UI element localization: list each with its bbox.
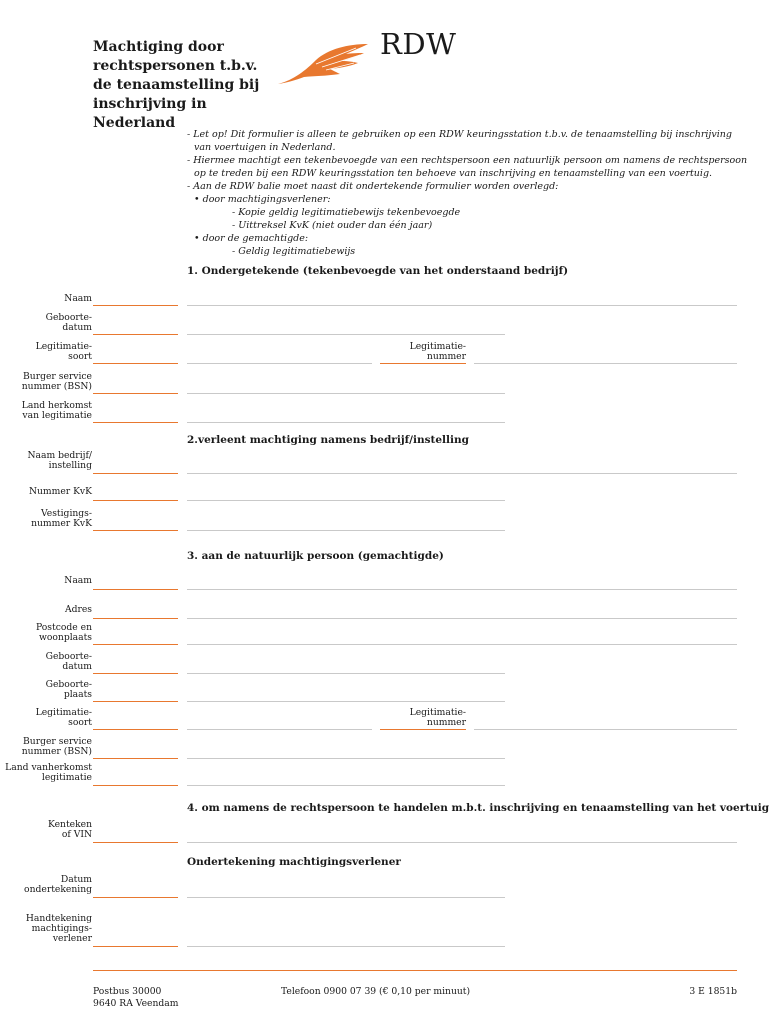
s3-adres-label-line (93, 618, 178, 619)
s1-bsn-field[interactable] (187, 393, 505, 394)
s1-naam-field[interactable] (187, 305, 737, 306)
sig-handtekening-label: Handtekening machtigings- verlener (25, 913, 92, 944)
s2-vestigings-field[interactable] (187, 530, 505, 531)
s3-postcode-field[interactable] (187, 644, 737, 645)
s3-geboortedatum-label: Geboorte- datum (45, 651, 92, 672)
s2-vestigings-label: Vestigings- nummer KvK (31, 508, 92, 529)
sig-datum-field[interactable] (187, 897, 505, 898)
s1-bsn-label-line (93, 393, 178, 394)
s3-geboorteplaats-field[interactable] (187, 701, 505, 702)
s1-geboortedatum-field[interactable] (187, 334, 505, 335)
s3-bsn-label-line (93, 758, 178, 759)
sig-datum-label: Datum ondertekening (24, 874, 92, 895)
s2-kvk-field[interactable] (187, 500, 505, 501)
s4-kenteken-field[interactable] (187, 842, 737, 843)
s3-postcode-label: Postcode en woonplaats (35, 622, 92, 643)
sig-datum-label-line (93, 897, 178, 898)
sig-handtekening-label-line (93, 946, 178, 947)
instructions: - Let op! Dit formulier is alleen te gebruiken op een RDW keuringsstation t.b.v. de tenaamstelling bij inschrijving van voertuigen in Nederland. - Hiermee machtigt een tekenbevoegde van een rechtspersoon een natuurlijk persoon om namens de rechtspersoon op te treden bij een RDW keuringsstation ten behoeve van inschrijving en tenaamstelling van een voertuig. - Aan de RDW balie moet naast dit ondertekende formulier worden overlegd: • door machtigingsverlener: - Kopie geldig legitimatiebewijs tekenbevoegde - Uittreksel KvK (niet ouder dan één jaar) • door de gemachtigde: - Geldig legitimatiebewijs (187, 129, 748, 257)
s3-adres-field[interactable] (187, 618, 737, 619)
s3-adres-label: Adres (64, 604, 92, 615)
s3-bsn-label: Burger service nummer (BSN) (21, 736, 92, 757)
s3-geboortedatum-label-line (93, 673, 178, 674)
s3-bsn-field[interactable] (187, 758, 505, 759)
section-3-heading: 3. aan de natuurlijk persoon (gemachtigde) (187, 550, 444, 562)
s3-legitimatienummer-label-line (380, 729, 466, 730)
s4-kenteken-label: Kenteken of VIN (47, 819, 92, 840)
s1-naam-label: Naam (64, 293, 92, 304)
s1-legitimatienummer-label-line (380, 363, 466, 364)
s3-postcode-label-line (93, 644, 178, 645)
s1-bsn-label: Burger service nummer (BSN) (21, 371, 92, 392)
form-title: Machtiging door rechtspersonen t.b.v. de tenaamstelling bij inschrijving in Nederland (93, 39, 260, 131)
s1-legitimatiesoort-field[interactable] (187, 363, 372, 364)
s1-legitimatienummer-label: Legitimatie- nummer (409, 341, 466, 362)
s2-naam-bedrijf-label-line (93, 473, 178, 474)
sig-handtekening-field[interactable] (187, 946, 505, 947)
footer-phone: Telefoon 0900 07 39 (€ 0,10 per minuut) (281, 986, 471, 997)
signature-heading: Ondertekening machtigingsverlener (187, 856, 401, 868)
section-4-heading: 4. om namens de rechtspersoon te handelen m.b.t. inschrijving en tenaamstelling van het voertuig (187, 802, 770, 814)
section-1-heading: 1. Ondergetekende (tekenbevoegde van het onderstaand bedrijf) (187, 265, 569, 277)
s2-naam-bedrijf-field[interactable] (187, 473, 737, 474)
s3-legitimatienummer-label: Legitimatie- nummer (409, 707, 466, 728)
s4-kenteken-label-line (93, 842, 178, 843)
s3-naam-field[interactable] (187, 589, 737, 590)
s3-legitimatiesoort-field[interactable] (187, 729, 372, 730)
s1-geboortedatum-label-line (93, 334, 178, 335)
s1-geboortedatum-label: Geboorte- datum (45, 312, 92, 333)
rdw-logo-text: RDW (380, 27, 457, 61)
section-2-heading: 2.verleent machtiging namens bedrijf/instelling (187, 434, 469, 446)
s3-naam-label: Naam (64, 575, 92, 586)
s3-legitimatiesoort-label: Legitimatie- soort (35, 707, 92, 728)
s3-geboorteplaats-label-line (93, 701, 178, 702)
s1-land-field[interactable] (187, 422, 505, 423)
s3-legitimatiesoort-label-line (93, 729, 178, 730)
s3-legitimatienummer-field[interactable] (474, 729, 737, 730)
s2-vestigings-label-line (93, 530, 178, 531)
s3-geboorteplaats-label: Geboorte- plaats (45, 679, 92, 700)
s1-land-label: Land herkomst van legitimatie (21, 400, 92, 421)
footer-form-code: 3 E 1851b (689, 986, 737, 997)
s3-geboortedatum-field[interactable] (187, 673, 505, 674)
rdw-wing-logo-icon (276, 40, 372, 88)
s1-land-label-line (93, 422, 178, 423)
s2-kvk-label: Nummer KvK (28, 486, 92, 497)
s1-legitimatiesoort-label-line (93, 363, 178, 364)
s1-legitimatienummer-field[interactable] (474, 363, 737, 364)
s3-land-label: Land vanherkomst legitimatie (5, 762, 92, 783)
s3-land-field[interactable] (187, 785, 505, 786)
s2-kvk-label-line (93, 500, 178, 501)
s2-naam-bedrijf-label: Naam bedrijf/ instelling (27, 450, 92, 471)
s3-land-label-line (93, 785, 178, 786)
footer-address: Postbus 30000 9640 RA Veendam (93, 986, 179, 1009)
s1-naam-label-line (93, 305, 178, 306)
s3-naam-label-line (93, 589, 178, 590)
s1-legitimatiesoort-label: Legitimatie- soort (35, 341, 92, 362)
footer-divider (93, 970, 737, 971)
